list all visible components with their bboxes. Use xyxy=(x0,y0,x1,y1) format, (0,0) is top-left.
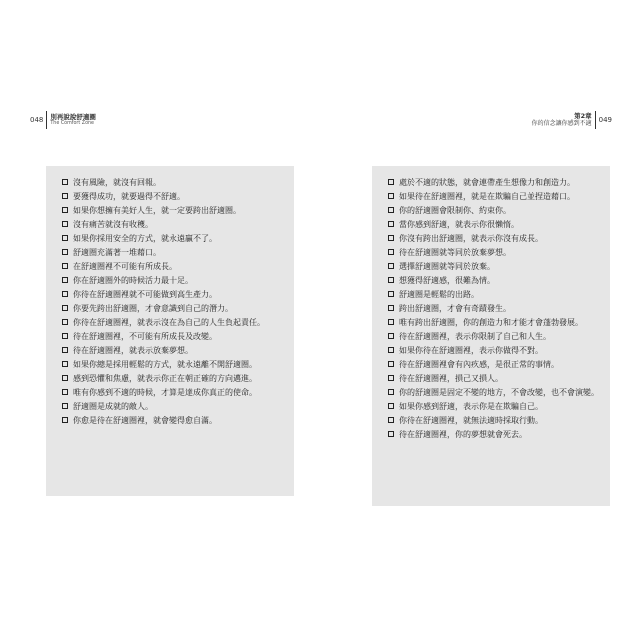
checklist-item-text: 選擇舒適圈就等同於放棄。 xyxy=(399,262,495,271)
checkbox-icon[interactable] xyxy=(62,305,68,311)
checklist-item-text: 處於不適的狀態，就會連帶產生想像力和創造力。 xyxy=(399,178,575,187)
checklist xyxy=(62,176,284,428)
checkbox-icon[interactable] xyxy=(62,361,68,367)
checklist-item-text: 跨出舒適圈，才會有奇蹟發生。 xyxy=(399,304,511,313)
checklist-item-text: 你的舒適圈會限制你、約束你。 xyxy=(399,206,511,215)
checklist-item xyxy=(388,232,600,246)
checkbox-icon[interactable] xyxy=(388,333,394,339)
checkbox-icon[interactable] xyxy=(388,221,394,227)
checklist-item-text: 你待在舒適圈裡，就無法適時採取行動。 xyxy=(399,416,543,425)
chapter-label: 第2章 xyxy=(574,112,592,121)
checklist-item-text: 當你感到舒適，就表示你很懶惰。 xyxy=(399,220,519,229)
checkbox-icon[interactable] xyxy=(62,235,68,241)
checklist-item-text: 在舒適圈裡不可能有所成長。 xyxy=(73,262,177,271)
checkbox-icon[interactable] xyxy=(388,347,394,353)
checklist-item-text: 待在舒適圈裡，表示你限制了自己和人生。 xyxy=(399,332,551,341)
checklist-item xyxy=(388,428,600,442)
checklist-item xyxy=(388,274,600,288)
checklist-item-text: 如果你總是採用輕鬆的方式，就永遠離不開舒適圈。 xyxy=(73,360,257,369)
chapter-title: 你的信念讓你感到不適 xyxy=(531,120,592,128)
checklist-item-text: 舒適圈充滿著一堆藉口。 xyxy=(73,248,161,257)
checklist-item xyxy=(388,218,600,232)
checkbox-icon[interactable] xyxy=(62,193,68,199)
checkbox-icon[interactable] xyxy=(388,207,394,213)
page-number: 048 xyxy=(30,116,44,124)
checklist-item xyxy=(388,358,600,372)
checkbox-icon[interactable] xyxy=(62,417,68,423)
checklist-item xyxy=(388,330,600,344)
checklist-item-text: 沒有痛苦就沒有收穫。 xyxy=(73,220,153,229)
checkbox-icon[interactable] xyxy=(388,263,394,269)
checklist-item xyxy=(62,330,284,344)
checkbox-icon[interactable] xyxy=(388,291,394,297)
checklist-item-text: 想獲得舒適感，很難為情。 xyxy=(399,276,495,285)
checklist-item-text: 你要先跨出舒適圈，才會意識到自己的潛力。 xyxy=(73,304,233,313)
right-page-header xyxy=(532,111,612,129)
checkbox-icon[interactable] xyxy=(388,361,394,367)
checkbox-icon[interactable] xyxy=(62,207,68,213)
checklist-item xyxy=(388,414,600,428)
checklist-item xyxy=(388,260,600,274)
checklist-item xyxy=(62,204,284,218)
checklist-item xyxy=(62,344,284,358)
checkbox-icon[interactable] xyxy=(388,277,394,283)
checklist-item-text: 舒適圈是輕鬆的出路。 xyxy=(399,290,479,299)
checklist-item xyxy=(62,316,284,330)
checklist-item xyxy=(388,400,600,414)
checkbox-icon[interactable] xyxy=(388,235,394,241)
checklist-item-text: 唯有跨出舒適圈，你的創造力和才能才會蓬勃發展。 xyxy=(399,318,583,327)
checklist-item-text: 你的舒適圈是固定不變的地方，不會改變，也不會演變。 xyxy=(399,388,599,397)
checklist-item xyxy=(388,344,600,358)
checklist-item-text: 你待在舒適圈裡就不可能做到高生產力。 xyxy=(73,290,217,299)
checkbox-icon[interactable] xyxy=(388,431,394,437)
checkbox-icon[interactable] xyxy=(388,305,394,311)
checklist-item-text: 待在舒適圈裡，損己又損人。 xyxy=(399,374,503,383)
left-page xyxy=(30,108,295,528)
checkbox-icon[interactable] xyxy=(62,319,68,325)
checkbox-icon[interactable] xyxy=(62,179,68,185)
checklist-panel xyxy=(372,166,610,506)
header-divider xyxy=(595,111,596,129)
checklist-item-text: 你待在舒適圈裡，就表示沒在為自己的人生負起責任。 xyxy=(73,318,265,327)
checklist-item xyxy=(62,288,284,302)
checklist-item-text: 待在舒適圈裡會有內疚感，是很正常的事情。 xyxy=(399,360,559,369)
checkbox-icon[interactable] xyxy=(62,389,68,395)
checklist-item-text: 唯有你感到不適的時候，才算是達成你真正的使命。 xyxy=(73,388,257,397)
checkbox-icon[interactable] xyxy=(62,221,68,227)
checklist-item-text: 待在舒適圈裡，你的夢想就會死去。 xyxy=(399,430,527,439)
checkbox-icon[interactable] xyxy=(388,179,394,185)
checklist-item-text: 感到恐懼和焦慮，就表示你正在朝正確的方向邁進。 xyxy=(73,374,257,383)
checklist-item-text: 如果你感到舒適，表示你是在欺騙自己。 xyxy=(399,402,543,411)
checklist-item xyxy=(62,218,284,232)
checkbox-icon[interactable] xyxy=(62,277,68,283)
checklist-item xyxy=(62,246,284,260)
checklist-item xyxy=(62,232,284,246)
checklist-item xyxy=(388,246,600,260)
checklist-item-text: 你沒有跨出舒適圈，就表示你沒有成長。 xyxy=(399,234,543,243)
checkbox-icon[interactable] xyxy=(388,193,394,199)
checkbox-icon[interactable] xyxy=(62,291,68,297)
checklist-item xyxy=(62,190,284,204)
checklist xyxy=(388,176,600,442)
checkbox-icon[interactable] xyxy=(62,263,68,269)
checklist-item xyxy=(388,372,600,386)
left-page-header xyxy=(30,111,96,129)
checklist-item xyxy=(388,386,600,400)
checklist-item-text: 要獲得成功，就要過得不舒適。 xyxy=(73,192,185,201)
checkbox-icon[interactable] xyxy=(388,403,394,409)
checklist-item-text: 如果你採用安全的方式，就永遠贏不了。 xyxy=(73,234,217,243)
checklist-item-text: 如果你想擁有美好人生，就一定要跨出舒適圈。 xyxy=(73,206,241,215)
checklist-item xyxy=(62,414,284,428)
running-title xyxy=(532,112,592,128)
checklist-item xyxy=(62,176,284,190)
checklist-item-text: 待在舒適圈裡，就表示放棄夢想。 xyxy=(73,346,193,355)
checklist-item xyxy=(62,274,284,288)
checklist-item xyxy=(388,288,600,302)
checkbox-icon[interactable] xyxy=(388,249,394,255)
checklist-item-text: 你愈是待在舒適圈裡，就會變得愈自滿。 xyxy=(73,416,217,425)
checkbox-icon[interactable] xyxy=(62,333,68,339)
right-page xyxy=(342,108,612,528)
checklist-item-text: 如果待在舒適圈裡，就是在欺騙自己並捏造藉口。 xyxy=(399,192,575,201)
checklist-item-text: 你在舒適圈外的時候活力最十足。 xyxy=(73,276,193,285)
checklist-item-text: 如果你待在舒適圈裡，表示你做得不對。 xyxy=(399,346,543,355)
book-subtitle: The Comfort Zone xyxy=(50,121,94,127)
checklist-item xyxy=(62,358,284,372)
checklist-item-text: 沒有風險，就沒有回報。 xyxy=(73,178,161,187)
checkbox-icon[interactable] xyxy=(62,403,68,409)
checklist-item-text: 待在舒適圈裡，不可能有所成長及改變。 xyxy=(73,332,217,341)
checklist-item xyxy=(62,372,284,386)
checklist-item xyxy=(62,386,284,400)
checklist-item xyxy=(388,204,600,218)
running-title xyxy=(50,113,96,127)
checkbox-icon[interactable] xyxy=(388,389,394,395)
checklist-item xyxy=(388,302,600,316)
checklist-item xyxy=(388,316,600,330)
checkbox-icon[interactable] xyxy=(388,375,394,381)
page-number: 049 xyxy=(598,116,612,124)
checkbox-icon[interactable] xyxy=(388,319,394,325)
checklist-item-text: 舒適圈是成就的敵人。 xyxy=(73,402,153,411)
checklist-item xyxy=(62,302,284,316)
book-title: 別再說說舒適圈 xyxy=(50,112,96,121)
checkbox-icon[interactable] xyxy=(62,249,68,255)
checklist-item xyxy=(62,260,284,274)
checkbox-icon[interactable] xyxy=(62,375,68,381)
checkbox-icon[interactable] xyxy=(62,347,68,353)
checklist-item xyxy=(62,400,284,414)
header-divider xyxy=(46,111,47,129)
checkbox-icon[interactable] xyxy=(388,417,394,423)
checklist-item xyxy=(388,190,600,204)
checklist-item-text: 待在舒適圈就等同於放棄夢想。 xyxy=(399,248,511,257)
checklist-item xyxy=(388,176,600,190)
checklist-panel xyxy=(46,166,294,496)
